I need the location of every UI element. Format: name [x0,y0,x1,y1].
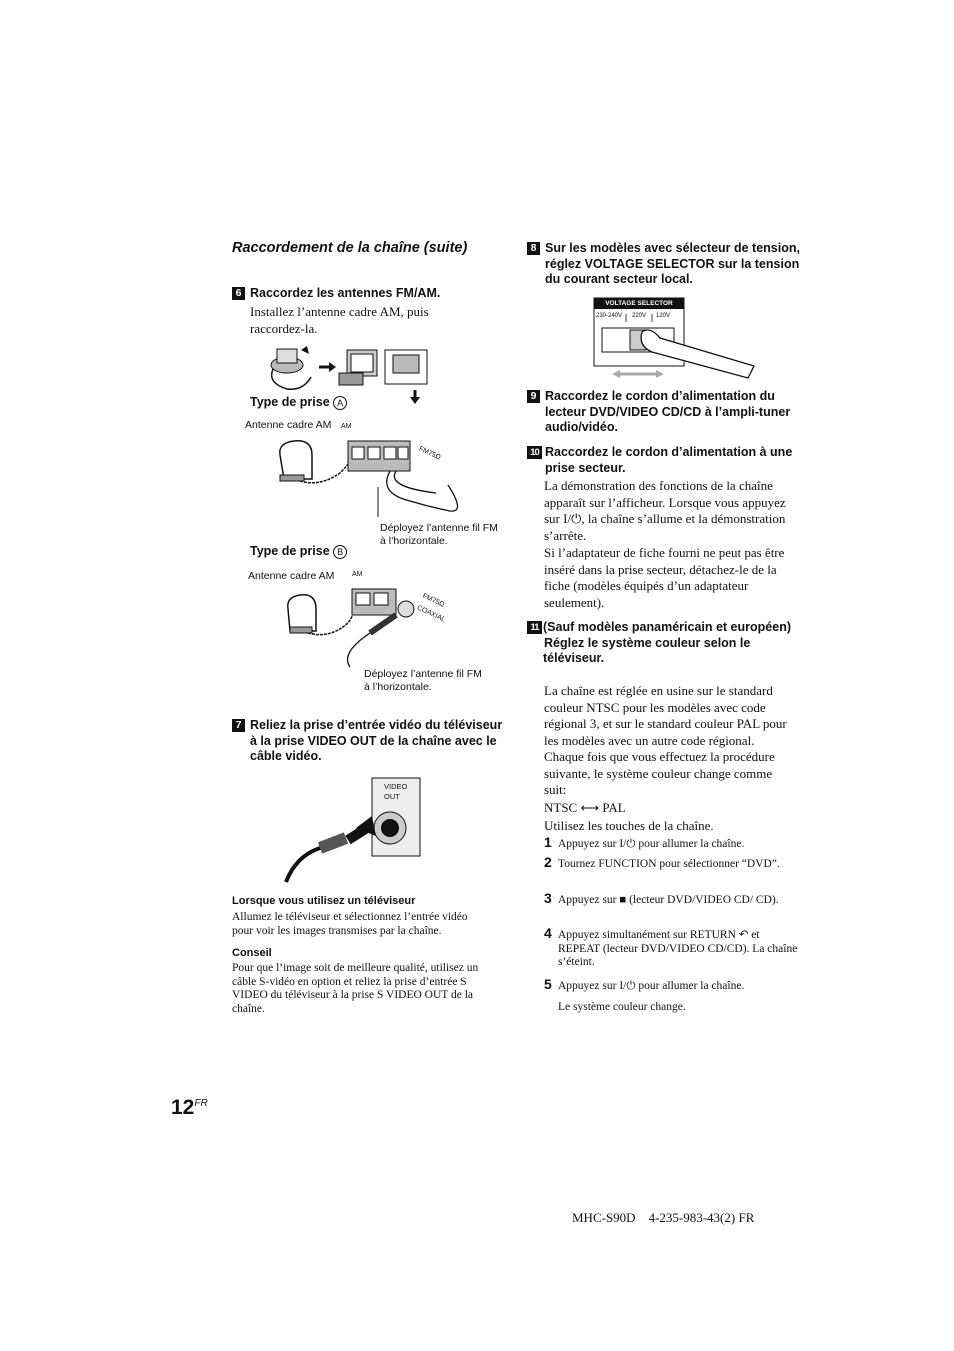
list-item [544,890,804,908]
type-a-antenna-illustration [270,425,470,525]
list-item [544,976,804,994]
step-11-final: Le système couleur change. [558,1001,686,1013]
type-b-mark: B [333,545,347,559]
step-9 [527,389,807,436]
step-6 [232,286,510,302]
ntsc-pal-toggle: NTSC ⟷ PAL [544,800,626,815]
type-a-fm-label: FM75Ω [417,445,442,462]
list-item-number: 3 [544,890,552,906]
list-item-text: Appuyez simultanément sur RETURN ↶ et REPEAT (lecteur DVD/VIDEO CD/CD). La chaîne s’éteint. [558,929,798,968]
voltage-option-1: 230-240V [596,313,623,319]
type-a-mark: A [333,396,347,410]
model-code: MHC-S90D 4-235-983-43(2) FR [572,1210,755,1225]
page-number-suffix: FR [194,1098,208,1109]
page-number [171,1096,208,1120]
step-number: 10 [527,446,542,459]
note-tv-text: Allumez le téléviseur et sélectionnez l’entrée vidéo pour voir les images transmises par la chaîne. [232,911,468,937]
step-8 [527,241,807,288]
voltage-selector-drawing [594,298,759,383]
video-out-label: VIDEO OUT [384,782,408,801]
note-tip-title: Conseil [232,947,272,959]
step-title: Raccordez les antennes FM/AM. [250,286,441,300]
step-title: Reliez la prise d’entrée vidéo du téléviseur à la prise VIDEO OUT de la chaîne avec le câble vidéo. [250,718,503,763]
list-item-number: 2 [544,854,552,870]
step-11-title-2: Réglez le système couleur selon le téléviseur. [543,635,751,665]
type-a-deploy-note: Déployez l’antenne fil FM à l’horizontale. [380,522,498,547]
list-item-text: Appuyez sur I/⏻ pour allumer la chaîne. [558,838,745,850]
type-b-heading [250,544,347,559]
page-number-value: 12 [171,1096,195,1119]
list-item-text: Tournez FUNCTION pour sélectionner “DVD”. [558,858,780,870]
list-item-number: 4 [544,925,552,941]
type-a-antenna-label: Antenne cadre AM [245,419,332,431]
type-b-antenna-label: Antenne cadre AM [248,570,335,582]
step-number: 8 [527,242,540,255]
type-b-label: Type de prise [250,544,330,558]
type-b-antenna-illustration [280,575,460,675]
step-title: Sur les modèles avec sélecteur de tension, réglez VOLTAGE SELECTOR sur la tension du courant secteur local. [545,241,800,286]
step-title: Raccordez le cordon d’alimentation à une prise secteur. [545,445,793,475]
type-b-am-label: AM [352,571,363,578]
step-title: Raccordez le cordon d’alimentation du lecteur DVD/VIDEO CD/CD à l’ampli-tuner audio/vidéo. [545,389,791,434]
list-item-number: 1 [544,834,552,850]
step-number: 7 [232,719,245,732]
type-b-deploy-note: Déployez l’antenne fil FM à l’horizontale. [364,668,482,693]
step-11-title-1: (Sauf modèles panaméricain et européen) [543,620,791,634]
step-6-text: Installez l’antenne cadre AM, puis raccordez-la. [250,304,429,336]
voltage-option-2: 220V [632,313,647,319]
voltage-option-3: 120V [656,313,671,319]
note-tv-title: Lorsque vous utilisez un téléviseur [232,895,416,907]
type-a-label: Type de prise [250,395,330,409]
type-a-am-label: AM [341,423,352,430]
list-item-text: Appuyez sur ■ (lecteur DVD/VIDEO CD/ CD). [558,894,779,906]
list-item [544,834,804,852]
list-item-text: Appuyez sur I/⏻ pour allumer la chaîne. [558,980,745,992]
note-tip-text: Pour que l’image soit de meilleure qualité, utilisez un câble S-vidéo en option et reliez la prise d’entrée S VIDEO du téléviseur à la prise S VIDEO OUT de la chaîne. [232,962,479,1015]
type-b-fm-label: FM75Ω COAXIAL [415,592,447,624]
list-item-number: 5 [544,976,552,992]
step-7 [232,718,510,765]
list-item [544,925,804,970]
step-10 [527,445,807,476]
step-11 [527,620,805,667]
step-11-paragraph-2: Utilisez les touches de la chaîne. [544,818,714,833]
step-10-paragraph-1: La démonstration des fonctions de la chaîne apparaît sur l’afficheur. Lorsque vous appuyez sur I/⏻, la chaîne s’allume et la démonstration s’arrête. [544,478,786,543]
voltage-selector-title: VOLTAGE SELECTOR [594,298,684,309]
type-a-heading [250,395,347,410]
step-number: 6 [232,287,245,300]
section-title: Raccordement de la chaîne (suite) [232,240,468,256]
step-10-paragraph-2: Si l’adaptateur de fiche fourni ne peut pas être inséré dans la prise secteur, détachez-le de la fiche (modèles équipés d’un adaptateur seulement). [544,545,785,610]
list-item [544,854,804,872]
step-number: 11 [527,621,542,634]
step-11-paragraph-1: La chaîne est réglée en usine sur le standard couleur NTSC pour les modèles avec code régional 3, et sur le standard couleur PAL pour les modèles avec un autre code régional. Chaque fois que vous effectuez la procédure suivante, le système couleur change comme suit: [544,683,787,797]
step-number: 9 [527,390,540,403]
